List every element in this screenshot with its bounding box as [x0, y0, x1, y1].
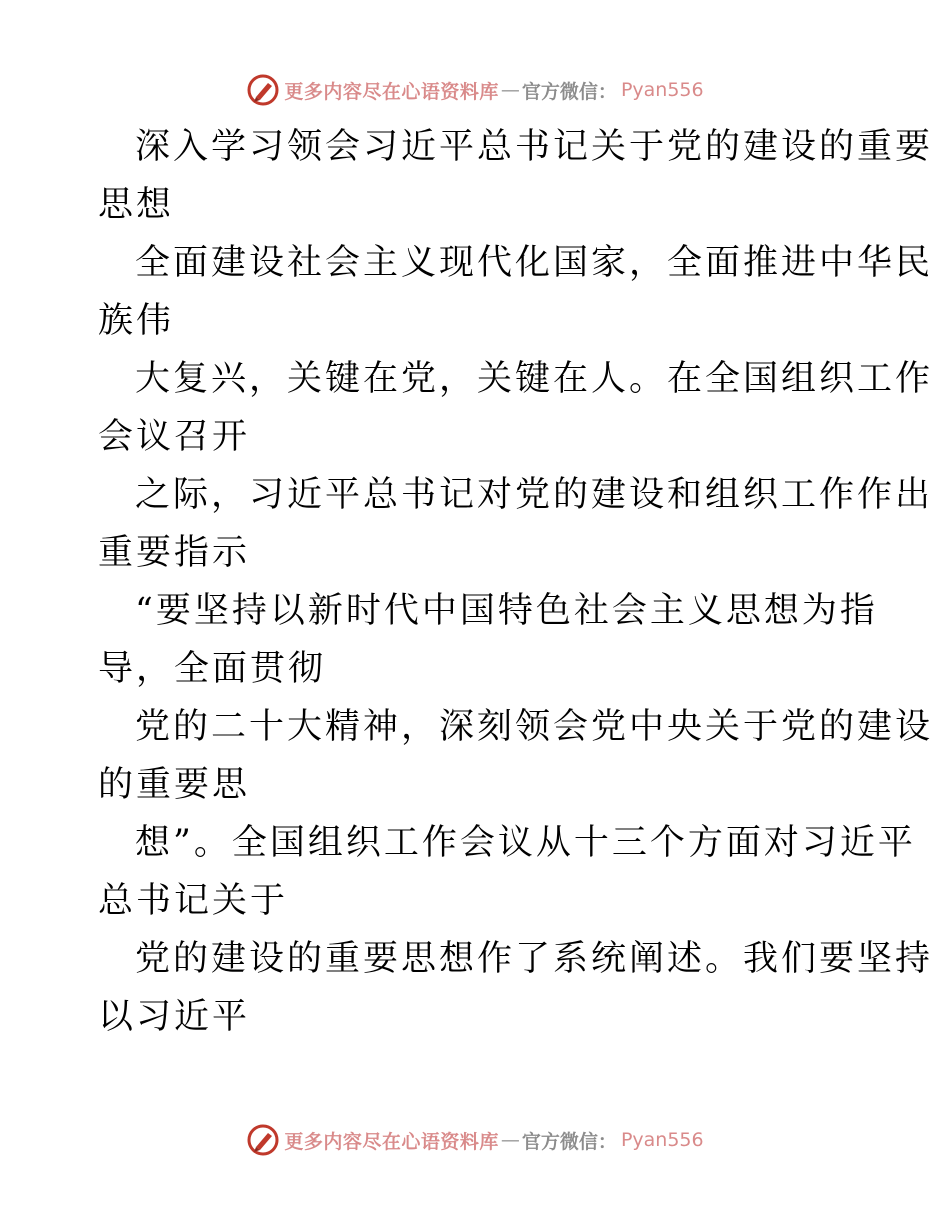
text-line: 总书记关于 — [98, 881, 289, 921]
banner-wechat-id: Pyan556 — [620, 1129, 704, 1151]
text-line: “要坚持以新时代中国特色社会主义思想为指 — [135, 591, 878, 631]
banner-slogan: 更多内容尽在心语资料库 — [284, 1130, 499, 1153]
banner-separator: — — [500, 1129, 520, 1151]
text-line: 重要指示 — [98, 533, 251, 573]
text-line: 导，全面贯彻 — [98, 649, 327, 689]
text-line: 党的二十大精神，深刻领会党中央关于党的建设 — [135, 707, 934, 747]
banner-wechat-id: Pyan556 — [620, 79, 704, 101]
text-line: 深入学习领会习近平总书记关于党的建设的重要 — [135, 127, 934, 167]
text-line: 会议召开 — [98, 417, 251, 457]
banner-wechat-label: 官方微信： — [521, 80, 617, 103]
document-body — [98, 118, 934, 1046]
text-line: 思想 — [98, 185, 175, 225]
header-banner — [0, 70, 950, 110]
text-line: 大复兴，关键在党，关键在人。在全国组织工作 — [135, 359, 934, 399]
banner-wechat-label: 官方微信： — [521, 1130, 617, 1153]
footer-banner — [0, 1120, 950, 1160]
pen-logo-icon — [246, 1123, 280, 1157]
banner-separator: — — [500, 79, 520, 101]
text-line: 以习近平 — [98, 997, 251, 1037]
banner-slogan: 更多内容尽在心语资料库 — [284, 80, 499, 103]
text-line: 族伟 — [98, 301, 175, 341]
text-line: 想”。全国组织工作会议从十三个方面对习近平 — [135, 823, 916, 863]
text-line: 之际，习近平总书记对党的建设和组织工作作出 — [135, 475, 934, 515]
text-line: 党的建设的重要思想作了系统阐述。我们要坚持 — [135, 939, 934, 979]
pen-logo-icon — [246, 73, 280, 107]
text-line: 全面建设社会主义现代化国家，全面推进中华民 — [135, 243, 934, 283]
text-line: 的重要思 — [98, 765, 251, 805]
